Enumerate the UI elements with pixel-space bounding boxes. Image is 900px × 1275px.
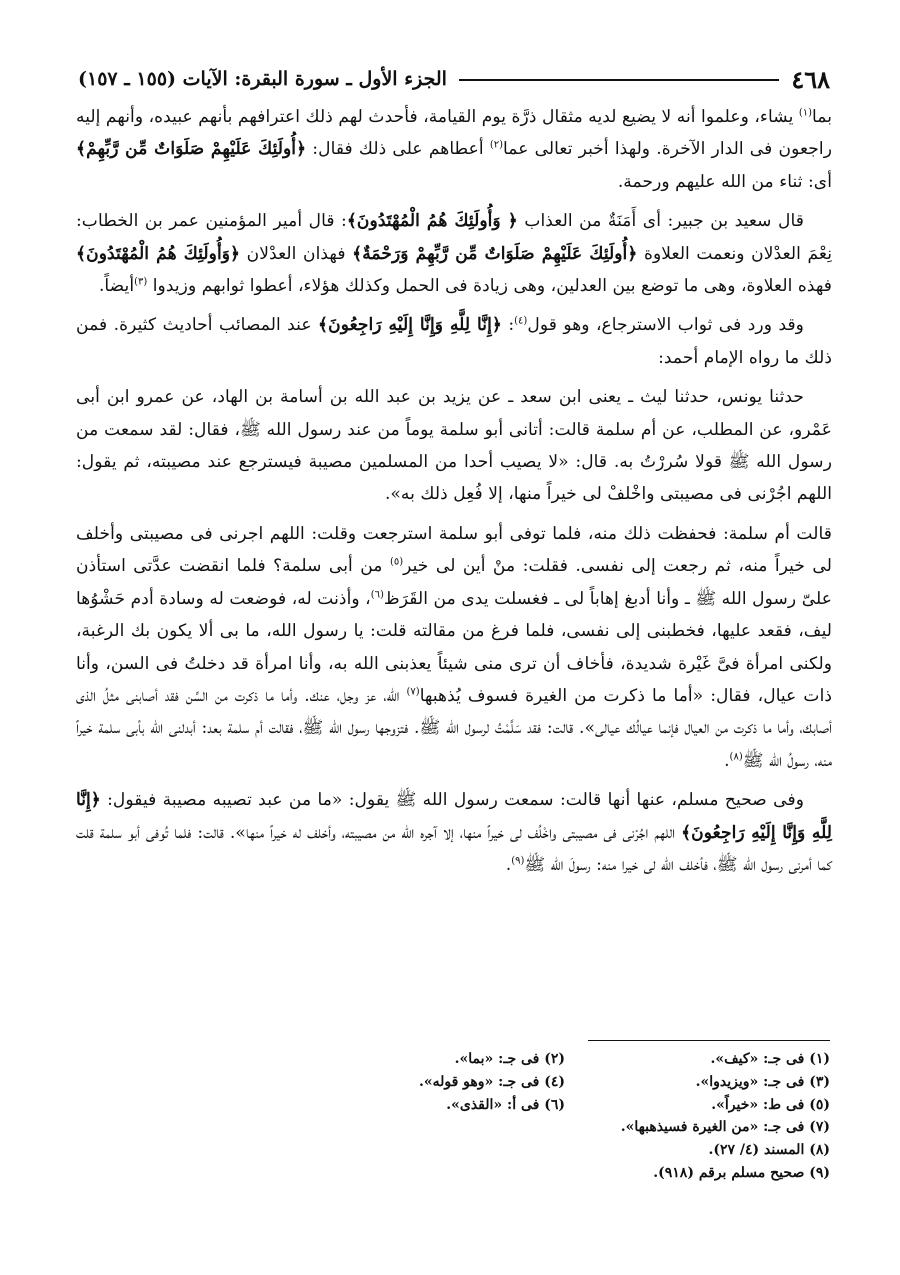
text-run: فهذان العدْلان	[240, 243, 353, 264]
page-number: ٤٦٨	[791, 64, 830, 94]
footnotes	[300, 1048, 830, 1185]
text-run: قالت أم سلمة: فحفظت ذلك منه، فلما توفى أبو سلمة استرجعت وقلت: اللهم اجرنى فى مصيبتى وأخلف لى خيراً منه، ثم رجعت إلى نفسى. فقلت: منْ أين لى خير	[76, 523, 832, 577]
running-title: الجزء الأول ـ سورة البقرة: الآيات (١٥٥ ـ ١٥٧)	[78, 68, 447, 90]
footnote-separator	[588, 1040, 830, 1041]
footnote: (٢) فى جـ: «بما».	[454, 1051, 565, 1067]
footnote-ref: (٨)	[729, 750, 743, 762]
main-text	[76, 101, 832, 888]
text-run: أى: ثناء من الله عليهم ورحمة.	[617, 171, 832, 192]
text-run: أيضاً.	[98, 276, 135, 297]
text-run: عند المصائب أحاديث كثيرة. فمن ذلك ما رواه الإمام أحمد:	[76, 315, 832, 368]
paragraph	[76, 309, 832, 374]
text-run: ، وأذنت له، فوضعت له وسادة أدم حَشْوُها ليف، فقعد عليها، فخطبنى إلى نفسى، فلما فرغ من مقالته قلت: يا رسول الله، ما بى ألا يكون بك الرغبة، ولكنى امرأة فىَّ غَيْرة شديدة، فأخاف أن ترى منى شيئاً يعذبنى الله به، وأنا امرأة قد دخلتُ فى السن، وأنا ذات عيال، فقال: «أما ما ذكرت من الغيرة فسوف يُذهبها	[76, 588, 832, 706]
footnote: (١) فى جـ: «كيف».	[710, 1051, 830, 1067]
footnote: (٦) فى أ: «القذى».	[446, 1096, 565, 1113]
footnote: (٧) فى جـ: «من الغيرة فسيذهبها».	[620, 1119, 830, 1136]
footnote-ref: (٣)	[134, 276, 148, 288]
footnote-row	[300, 1162, 830, 1185]
footnote-ref: (٩)	[511, 855, 525, 867]
footnote-ref: (٢)	[489, 139, 504, 151]
paragraph	[76, 518, 832, 777]
footnote-ref: (٥)	[389, 556, 404, 568]
paragraph	[76, 784, 832, 881]
footnote-ref: (١)	[798, 107, 813, 119]
text-run: من أبى سلمة؟ فلما انقضت عدَّتى استأذن علىّ رسول الله ﷺ ـ وأنا أدبغ إهاباً لى ـ فغسلت يدى من القَرَظ	[76, 556, 832, 609]
text-run: أعطاهم على ذلك فقال:	[306, 139, 490, 160]
footnote-row	[300, 1071, 830, 1094]
quran-quote: ﴿ وَأُولَئِكَ هُمُ الْمُهْتَدُونَ﴾	[346, 211, 518, 232]
quran-quote: ﴿إِنَّا لِلَّهِ وَإِنَّا إِلَيْهِ رَاجِعُونَ﴾	[318, 315, 502, 336]
text-run: وقد ورد فى ثواب الاسترجاع، وهو قول	[527, 315, 804, 336]
text-run: :	[501, 315, 515, 336]
text-run: قال سعيد بن جبير: أى أَمَنَةٌ من العذاب	[517, 211, 804, 232]
footnote: (٤) فى جـ: «وهو قوله».	[418, 1073, 565, 1090]
quran-quote: ﴿أُولَئِكَ عَلَيْهِمْ صَلَوَاتٌ مِّن رَّبِّهِمْ وَرَحْمَةٌ﴾	[352, 243, 638, 264]
text-run: وفى صحيح مسلم، عنها أنها قالت: سمعت رسول الله ﷺ يقول: «ما من عبد تصيبه مصيبة فيقول:	[100, 790, 804, 811]
footnote-row	[300, 1139, 830, 1162]
footnote-row	[300, 1116, 830, 1139]
text-run: .	[505, 854, 512, 875]
footnote-ref: (٤)	[514, 315, 528, 327]
quran-quote: ﴿أُولَئِكَ عَلَيْهِمْ صَلَوَاتٌ مِّن رَّبِّهِمْ﴾	[76, 139, 307, 160]
footnote-ref: (٧)	[406, 686, 420, 698]
paragraph	[76, 205, 832, 302]
footnote-ref: (٦)	[370, 588, 384, 600]
footnote-row	[300, 1094, 830, 1117]
header-rule	[459, 79, 779, 81]
text-run: حدثنا يونس، حدثنا ليث ـ يعنى ابن سعد ـ عن يزيد بن عبد الله بن أسامة بن الهاد، عن عمرو ابن أبى عَمْرو، عن المطلب، عن أم سلمة قالت: أتانى أبو سلمة يوماً من عند رسول الله ﷺ، فقال: لقد سمعت من رسول الله ﷺ قولا سُررْتُ به. قال: «لا يصيب أحدا من المسلمين مصيبة فيسترجع عند مصيبته، ثم يقول: اللهم اجُرْنى فى مصيبتى واخْلفْ لى خيراً منها، إلا فُعِل ذلك به».	[76, 387, 832, 505]
text-run: اللهم اجُرْنى فى مصيبتى واخْلُف لى خيراً منها، إلا آجره الله من مصيبته، وأخلف له خيراً منها». قالت: فلما تُوفى أبو سلمة قلت كما أمرنى رسول الله ﷺ، فأخلف الله لى خيرا منه: رسولَ الله ﷺ	[76, 822, 832, 875]
quran-quote: ﴿إِنَّا لِلَّهِ وَإِنَّا إِلَيْهِ رَاجِعُونَ﴾	[76, 790, 832, 843]
paragraph	[76, 101, 832, 198]
text-run: : قال أمير المؤمنين عمر بن الخطاب: نِعْمَ العدْلان ونعمت العلاوة	[76, 211, 832, 264]
footnote-row	[300, 1048, 830, 1071]
footnote: (٩) صحيح مسلم برقم (٩١٨).	[653, 1164, 830, 1181]
footnote: (٨) المسند (٤/ ٢٧).	[708, 1142, 830, 1159]
page-header	[78, 64, 830, 94]
text-run: .	[724, 750, 730, 771]
text-run: الله، عز وجل، عنك. وأما ما ذكرت من السِّن فقد أصابنى مثلُ الذى أصابك، وأما ما ذكرت من العيال فإنما عيالُك عيالى». قالت: فقد سَلَّمْتُ لرسول الله ﷺ. فتزوجها رسول الله ﷺ، فقالت أم سلمة بعد: أبدلنى الله بأبى سلمة خيراً منه، رسولُ الله ﷺ	[76, 685, 832, 771]
footnote: (٥) فى ط: «خيراً».	[711, 1096, 830, 1113]
text-run: بما	[812, 107, 832, 127]
text-run: يشاء، وعلموا أنه لا يضيع لديه مثقال ذرَّة يوم القيامة، فأحدث لهم ذلك اعترافهم بأنهم عبيده، وأنهم إليه راجعون فى الدار الآخرة. ولهذا أخبر تعالى عما	[76, 107, 832, 160]
footnote: (٣) فى جـ: «ويزيدوا».	[695, 1073, 830, 1090]
quran-quote: ﴿وَأُولَئِكَ هُمُ الْمُهْتَدُونَ﴾	[76, 243, 241, 264]
text-run: فهذه العلاوة، وهى ما توضع بين العدلين، وهى زيادة فى الحمل وكذلك هؤلاء، أعطوا ثوابهم وزيدوا	[147, 276, 832, 297]
paragraph	[76, 381, 832, 511]
